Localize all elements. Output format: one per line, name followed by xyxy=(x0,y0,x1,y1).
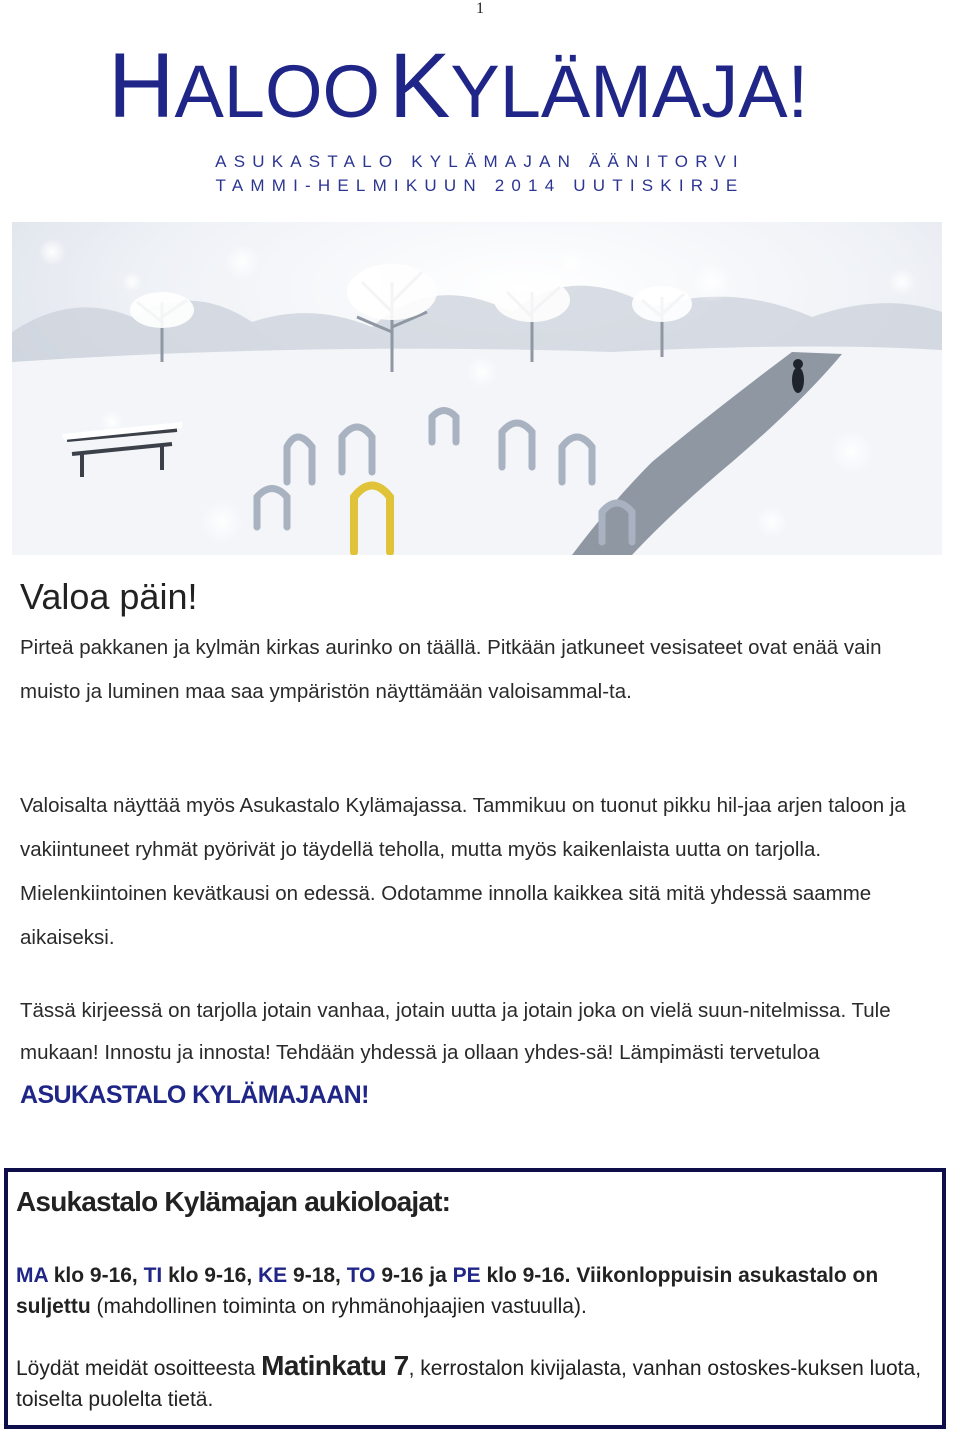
winter-park-photo xyxy=(12,222,942,555)
section-heading: Valoa päin! xyxy=(20,576,198,617)
invitation-text: Tässä kirjeessä on tarjolla jotain vanhaa, jotain uutta ja jotain joka on vielä suun-nitelmissa. Tule mukaan! Innostu ja innosta! Tehdään yhdessä ja ollaan yhdes-sä! Lämpimästi tervetuloa xyxy=(20,999,891,1064)
address-text xyxy=(16,1350,936,1415)
day-pe: PE xyxy=(452,1264,481,1287)
opening-hours-box xyxy=(4,1168,946,1429)
hours-to: 9-16 ja xyxy=(375,1264,453,1287)
day-ma: MA xyxy=(16,1264,48,1287)
page-number: 1 xyxy=(476,0,484,17)
day-ti: TI xyxy=(143,1264,163,1287)
address-prefix: Löydät meidät osoitteesta xyxy=(16,1357,262,1380)
day-ke: KE xyxy=(258,1264,288,1287)
title-letter-k: K xyxy=(388,35,451,137)
hours-ma: klo 9-16, xyxy=(47,1264,144,1287)
street-address: Matinkatu 7 xyxy=(261,1350,409,1381)
opening-hours-heading: Asukastalo Kylämajan aukioloajat: xyxy=(16,1186,451,1217)
title-aloo: ALOO xyxy=(174,50,381,133)
opening-hours-text xyxy=(16,1260,936,1322)
title-ylamaja: YLÄMAJA! xyxy=(450,50,809,133)
weekend-closed: Viikonloppuisin asukastalo on suljettu xyxy=(16,1264,879,1318)
subtitle-line-1: ASUKASTALO KYLÄMAJAN ÄÄNITORVI xyxy=(215,152,745,171)
hours-ti: klo 9-16, xyxy=(162,1264,258,1287)
address-suffix: , kerrostalon kivijalasta, vanhan ostoskes-kuksen luota, toiselta puolelta tietä. xyxy=(16,1357,922,1411)
hours-pe: klo 9-16. xyxy=(480,1264,577,1287)
hours-ke: 9-18, xyxy=(287,1264,347,1287)
newsletter-title xyxy=(108,35,809,137)
invitation-paragraph xyxy=(20,990,940,1118)
day-to: TO xyxy=(346,1264,376,1287)
winter-park-illustration xyxy=(12,222,942,555)
intro-paragraph: Pirteä pakkanen ja kylmän kirkas aurinko on täällä. Pitkään jatkuneet vesisateet ovat enää vain muisto ja luminen maa saa ympäristön näyttämään valoisammal-ta. xyxy=(20,636,882,703)
invitation-highlight: ASUKASTALO KYLÄMAJAAN! xyxy=(20,1081,369,1109)
title-letter-h: H xyxy=(108,35,175,137)
weekend-note: (mahdollinen toiminta on ryhmänohjaajien vastuulla). xyxy=(90,1295,587,1318)
welcome-paragraph: Valoisalta näyttää myös Asukastalo Kylämajassa. Tammikuu on tuonut pikku hil-jaa arjen taloon ja vakiintuneet ryhmät pyörivät jo täydellä teholla, mutta myös kaikenlaista uutta on tarjolla. Mielenkiintoinen kevätkausi on edessä. Odotamme innolla kaikkea sitä mitä yhdessä saamme aikaiseksi. xyxy=(20,794,906,949)
subtitle-line-2: TAMMI-HELMIKUUN 2014 UUTISKIRJE xyxy=(215,176,745,195)
